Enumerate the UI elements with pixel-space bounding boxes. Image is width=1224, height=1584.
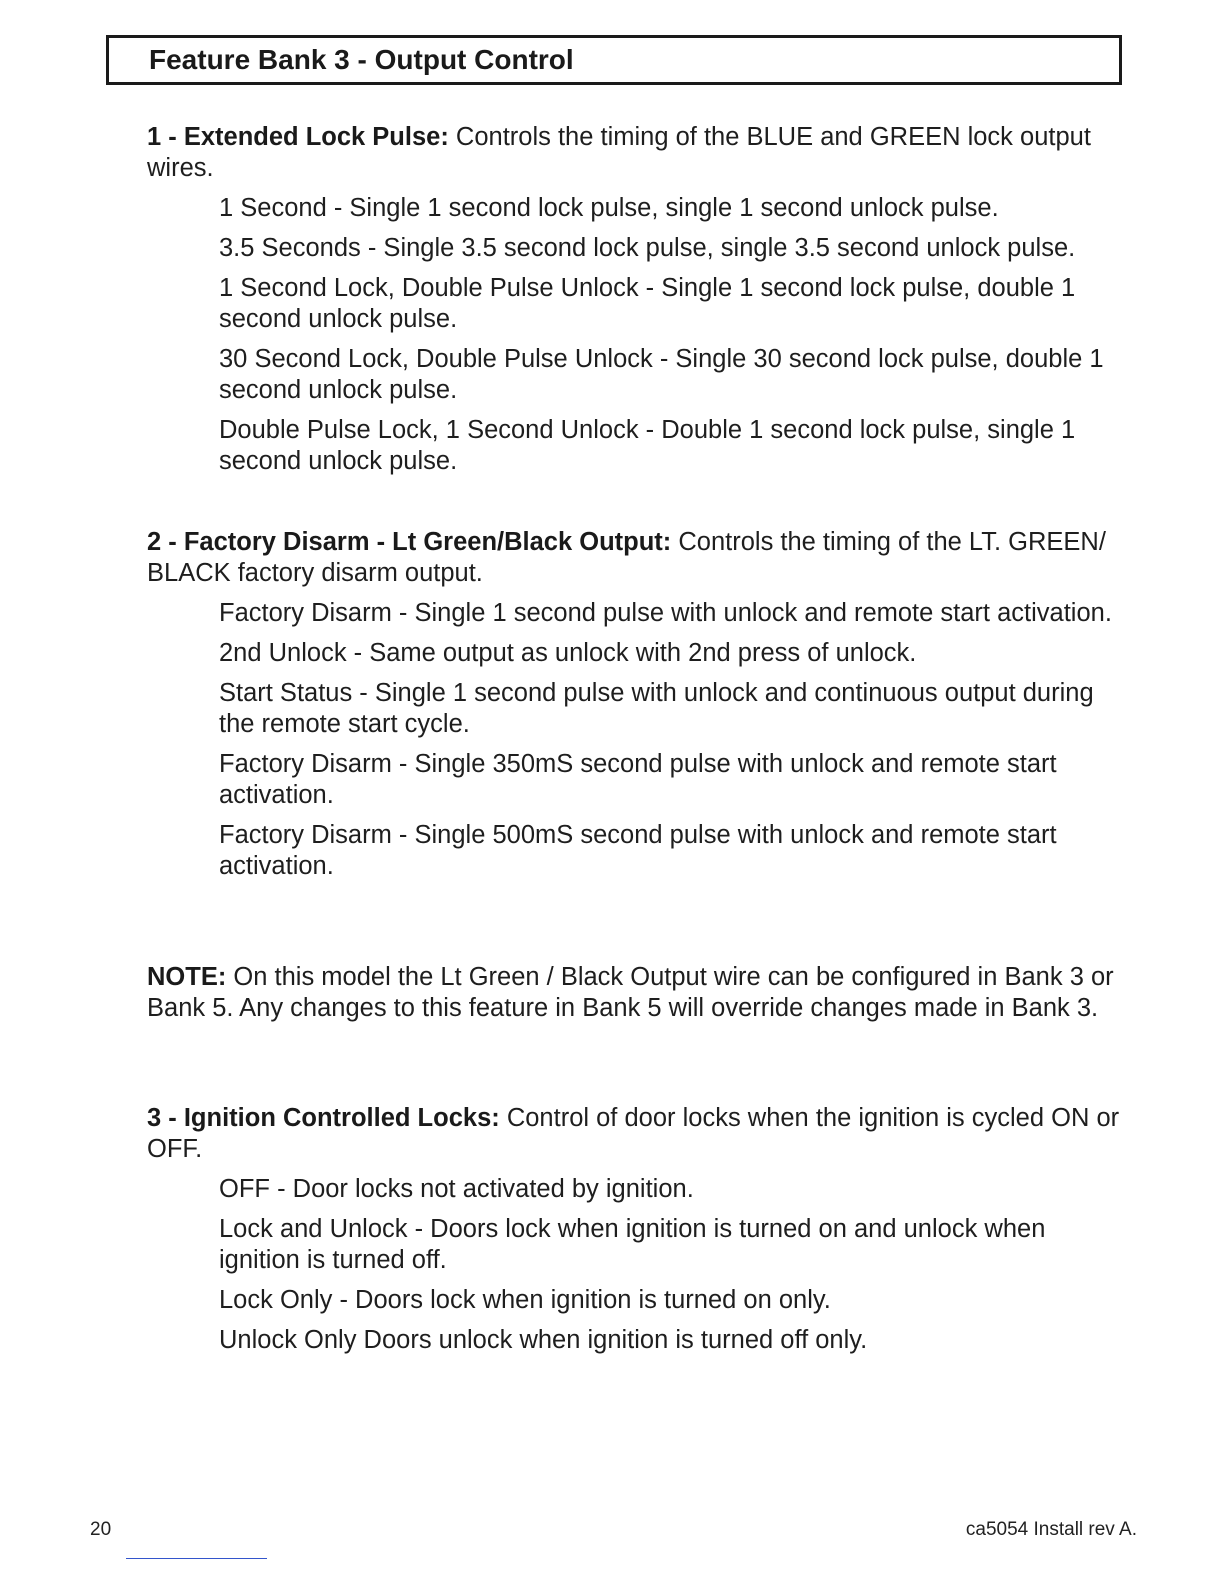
option-item: Double Pulse Lock, 1 Second Unlock - Double 1 second lock pulse, single 1 second unlock pulse. [219, 416, 1076, 475]
option-item: Start Status - Single 1 second pulse with unlock and continuous output during the remote start cycle. [219, 679, 1094, 738]
option-item: OFF - Door locks not activated by ignition. [219, 1175, 694, 1203]
note-text [147, 962, 1132, 1024]
option-item: Unlock Only Doors unlock when ignition is turned off only. [219, 1326, 868, 1354]
document-id: ca5054 Install rev A. [965, 1519, 1137, 1540]
option-item: 2nd Unlock - Same output as unlock with 2nd press of unlock. [219, 639, 917, 667]
option-item: Factory Disarm - Single 350mS second pulse with unlock and remote start activation. [219, 750, 1057, 809]
feature-extended-lock-pulse [147, 122, 1132, 477]
option-item: 1 Second Lock, Double Pulse Unlock - Single 1 second lock pulse, double 1 second unlock pulse. [219, 274, 1076, 333]
section-header-box [106, 35, 1122, 85]
option-item: 3.5 Seconds - Single 3.5 second lock pulse, single 3.5 second unlock pulse. [219, 234, 1076, 262]
option-item: Lock Only - Doors lock when ignition is turned on only. [219, 1286, 831, 1314]
page-number: 20 [90, 1519, 112, 1540]
feature-label: 1 - Extended Lock Pulse: [147, 123, 449, 151]
feature-description-text: Controls the timing of the BLUE and GREEN lock output wires. [147, 123, 1091, 182]
option-item: Factory Disarm - Single 500mS second pulse with unlock and remote start activation. [219, 821, 1057, 880]
feature-label: 3 - Ignition Controlled Locks: [147, 1104, 500, 1132]
feature-factory-disarm [147, 527, 1132, 882]
note-description: On this model the Lt Green / Black Output wire can be configured in Bank 3 or Bank 5. Any changes to this feature in Bank 5 will override changes made in Bank 3. [147, 963, 1114, 1022]
page-title: Feature Bank 3 - Output Control [149, 44, 574, 75]
note-label: NOTE: [147, 963, 227, 991]
option-item: Factory Disarm - Single 1 second pulse with unlock and remote start activation. [219, 599, 1112, 627]
feature-description [147, 527, 1132, 589]
feature-label: 2 - Factory Disarm - Lt Green/Black Output: [147, 528, 672, 556]
feature-description [147, 1103, 1132, 1165]
option-item: Lock and Unlock - Doors lock when ignition is turned on and unlock when ignition is turned off. [219, 1215, 1046, 1274]
option-item: 1 Second - Single 1 second lock pulse, single 1 second unlock pulse. [219, 194, 999, 222]
feature-description-text: Control of door locks when the ignition is cycled ON or OFF. [147, 1104, 1120, 1163]
feature-description-text: Controls the timing of the LT. GREEN/ BLACK factory disarm output. [147, 528, 1106, 587]
note-block [147, 962, 1132, 1024]
feature-ignition-controlled-locks [147, 1103, 1132, 1356]
option-item: 30 Second Lock, Double Pulse Unlock - Single 30 second lock pulse, double 1 second unlock pulse. [219, 345, 1104, 404]
divider-line [126, 1558, 267, 1559]
feature-description [147, 122, 1132, 184]
